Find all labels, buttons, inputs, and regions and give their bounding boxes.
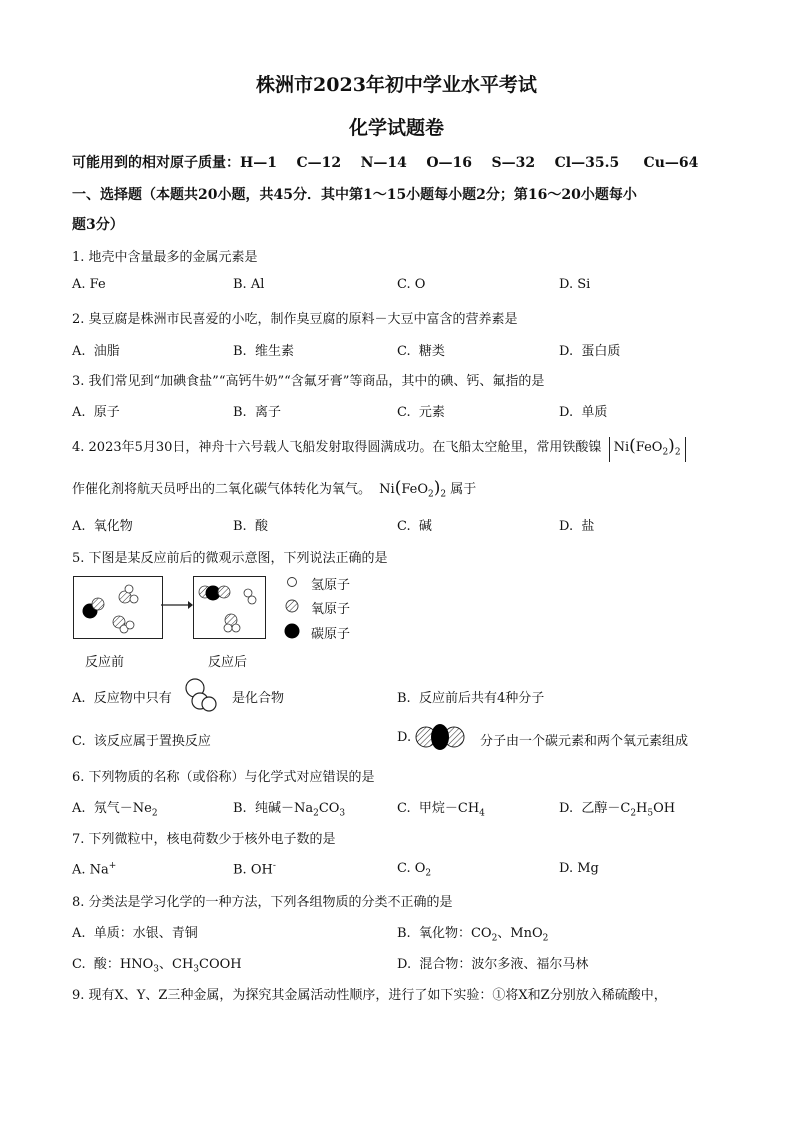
q1-stem: 1. 地壳中含量最多的金属元素是	[72, 250, 258, 265]
hydrogen-atom	[125, 585, 133, 593]
q8-b-sub: 2	[491, 933, 498, 944]
q6-b-tail: CO	[318, 801, 340, 816]
q4-inline-sub-inner: 2	[428, 489, 434, 500]
oxygen-legend-icon	[286, 600, 298, 612]
q5-option-a-suffix: 是化合物	[232, 691, 285, 706]
q3-option-a[interactable]: A. 原子	[72, 405, 120, 420]
q5-option-c[interactable]: C. 该反应属于置换反应	[72, 734, 211, 749]
q4-option-b[interactable]: B. 酸	[233, 519, 268, 534]
q6-option-b[interactable]	[233, 797, 345, 819]
q1-option-d[interactable]: D. Si	[559, 277, 591, 292]
q4-formula-sub-inner: 2	[662, 447, 669, 458]
q7-b-sup: -	[272, 861, 276, 871]
reaction-after-box	[193, 576, 266, 639]
q6-option-c[interactable]	[397, 797, 485, 819]
hydrogen-atom	[248, 596, 256, 604]
q6-c-sub: 4	[479, 808, 485, 819]
q4-option-a[interactable]: A. 氧化物	[72, 519, 133, 534]
q3-option-d[interactable]: D. 单质	[559, 405, 608, 420]
q5-option-a-prefix[interactable]: A. 反应物中只有	[72, 691, 172, 706]
q6-option-a[interactable]	[72, 797, 158, 819]
page-title: 株洲市2023年初中学业水平考试	[256, 74, 537, 96]
q4-stem-text: 4. 2023年5月30日，神舟十六号载人飞船发射取得圆满成功。在飞船太空舱里，常用铁酸镍	[72, 440, 602, 455]
hydrogen-atom	[224, 624, 232, 632]
q5-option-d-prefix[interactable]: D.	[397, 730, 412, 745]
q4-inline-ni: Ni	[379, 482, 395, 497]
q4-stem2-text: 作催化剂将航天员呼出的二氧化碳气体转化为氧气。	[72, 482, 372, 497]
q8-option-b-text: B. 氧化物：CO	[397, 926, 492, 941]
oxygen-atom	[92, 598, 104, 610]
reaction-after-molecules	[194, 577, 265, 638]
q7-option-a[interactable]	[72, 861, 116, 877]
q8-c-mid: 、CH	[159, 957, 194, 972]
legend-carbon-label: 碳原子	[311, 627, 351, 642]
q2-stem: 2. 臭豆腐是株洲市民喜爱的小吃，制作臭豆腐的原料－大豆中富含的营养素是	[72, 312, 518, 327]
q8-option-a[interactable]: A. 单质：水银、青铜	[72, 926, 198, 941]
q6-d-mid: H	[636, 801, 648, 816]
q6-option-c-text: C. 甲烷－CH	[397, 801, 480, 816]
reaction-before-molecules	[74, 577, 162, 638]
q7-option-c-text: C. O	[397, 861, 426, 876]
q8-option-b[interactable]	[397, 922, 548, 944]
q7-option-b-text: B. OH	[233, 862, 273, 878]
q8-b-sub2: 2	[542, 933, 549, 944]
q4-stem2-tail: 属于	[450, 482, 477, 497]
carbon-dioxide-molecule-icon	[414, 722, 466, 752]
q5-stem: 5. 下图是某反应前后的微观示意图，下列说法正确的是	[72, 551, 388, 566]
q6-option-b-text: B. 纯碱－Na	[233, 801, 314, 816]
q6-d-sub2: 5	[647, 808, 654, 819]
q2-option-b[interactable]: B. 维生素	[233, 344, 294, 359]
reaction-arrow	[161, 598, 193, 612]
q7-c-sub: 2	[425, 868, 432, 879]
q7-option-a-text: A. Na	[72, 862, 109, 878]
q4-inline-sub-outer: 2	[440, 489, 447, 500]
q8-c-sub: 3	[153, 964, 159, 975]
q6-a-sub: 2	[151, 808, 158, 819]
q1-option-c[interactable]: C. O	[397, 277, 426, 292]
q3-stem: 3. 我们常见到“加碘食盐”“高钙牛奶”“含氟牙膏”等商品，其中的碘、钙、氟指的是	[72, 374, 545, 389]
q5-option-b[interactable]: B. 反应前后共有4种分子	[397, 691, 545, 706]
q7-stem: 7. 下列微粒中，核电荷数少于核外电子数的是	[72, 832, 336, 847]
q7-option-d[interactable]: D. Mg	[559, 861, 599, 876]
atom-legend-symbols	[282, 573, 302, 645]
q2-option-d[interactable]: D. 蛋白质	[559, 344, 621, 359]
q8-b-tail: 、MnO	[497, 926, 543, 941]
hydrogen-atom	[130, 595, 138, 603]
q4-formula-inline: $Ni(FeO_2)_2$	[379, 478, 447, 500]
label-after-reaction: 反应后	[208, 655, 248, 670]
q6-d-tail: OH	[653, 801, 676, 816]
q4-formula-bracketed: $Ni(FeO_2)_2$	[609, 437, 686, 462]
q8-stem: 8. 分类法是学习化学的一种方法，下列各组物质的分类不正确的是	[72, 895, 453, 910]
oxygen-atom	[218, 586, 230, 598]
hydrogen-atom	[126, 621, 134, 629]
q4-inline-feo: FeO	[401, 482, 429, 497]
label-before-reaction: 反应前	[85, 655, 125, 670]
q4-formula-sub-outer: 2	[674, 447, 681, 458]
hydrogen-legend-icon	[288, 578, 297, 587]
q6-d-sub: 2	[630, 808, 637, 819]
q6-stem: 6. 下列物质的名称（或俗称）与化学式对应错误的是	[72, 770, 375, 785]
q8-c-tail: COOH	[199, 957, 242, 972]
q1-option-b[interactable]: B. Al	[233, 277, 265, 292]
q6-b-sub: 2	[313, 808, 319, 819]
q9-stem: 9. 现有X、Y、Z三种金属，为探究其金属活动性顺序，进行了如下实验：①将X和Z分别放入稀硫酸中，	[72, 988, 667, 1003]
q8-option-c-text: C. 酸：HNO	[72, 957, 154, 972]
q3-option-b[interactable]: B. 离子	[233, 405, 281, 420]
water-molecule-icon	[184, 676, 218, 714]
q4-option-c[interactable]: C. 碱	[397, 519, 432, 534]
hydrogen-atom	[232, 624, 240, 632]
q4-stem-line2	[72, 478, 476, 500]
q6-b-sub2: 3	[339, 808, 346, 819]
atomic-mass-line: 可能用到的相对原子质量：H—1 C—12 N—14 O—16 S—32 Cl—35.5 Cu—64	[72, 155, 699, 171]
q3-option-c[interactable]: C. 元素	[397, 405, 445, 420]
q6-option-a-text: A. 氖气－Ne	[72, 801, 152, 816]
q8-option-c[interactable]	[72, 953, 242, 975]
reaction-before-box	[73, 576, 163, 639]
q4-option-d[interactable]: D. 盐	[559, 519, 595, 534]
q6-option-d-text: D. 乙醇－C	[559, 801, 631, 816]
q5-option-d-suffix: 分子由一个碳元素和两个氧元素组成	[480, 734, 689, 749]
q1-option-a[interactable]: A. Fe	[72, 277, 106, 292]
q8-c-sub2: 3	[193, 964, 200, 975]
q4-formula-feo: FeO	[635, 440, 663, 455]
q2-option-a[interactable]: A. 油脂	[72, 344, 120, 359]
page-subtitle: 化学试题卷	[348, 117, 444, 139]
legend-oxygen-label: 氧原子	[311, 602, 351, 617]
q2-option-c[interactable]: C. 糖类	[397, 344, 445, 359]
q8-option-d[interactable]: D. 混合物：波尔多液、福尔马林	[397, 957, 589, 972]
carbon-legend-icon	[285, 624, 300, 639]
q7-option-c[interactable]	[397, 861, 431, 879]
q4-formula-ni: Ni	[613, 440, 630, 455]
q7-a-sup: +	[108, 861, 117, 871]
section-heading-line2: 题3分）	[72, 217, 124, 233]
q6-option-d[interactable]	[559, 797, 675, 819]
legend-hydrogen-label: 氢原子	[311, 578, 351, 593]
q4-stem-line1	[72, 436, 686, 462]
section-heading-line1: 一、选择题（本题共20小题，共45分．其中第1～15小题每小题2分；第16～20小题每小	[72, 187, 637, 203]
q7-option-b[interactable]	[233, 861, 276, 877]
